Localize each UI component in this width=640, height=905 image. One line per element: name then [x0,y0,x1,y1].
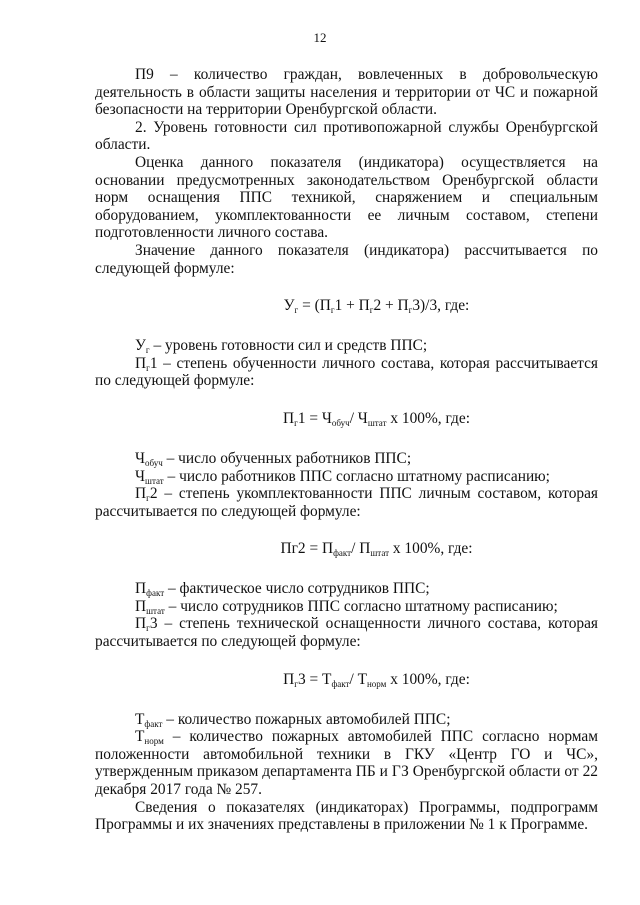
definition-ug: $У_г$ – уровень готовности сил и средств ППС; [135,337,428,356]
paragraph-item-2: 2. Уровень готовности сил противопожарной службы Оренбургской области. [95,118,598,154]
definition-t-norm: $Т_{норм}$ – количество пожарных автомобилей ППС согласно нормам положенности автомобильной техники в ГКУ «Центр ГО и ЧС», утвержденным приказом департамента ПБ и ГЗ Оренбургской области от 22 декабря 2017 года № 257. [95,728,598,799]
formula-training: $П_г1 = Ч_{обуч}/$ $Ч_{штат}$ х 100%, где: [283,409,470,428]
definition-ch-shtat: $Ч_{штат}$ – число работников ППС согласно штатному расписанию; [135,467,550,486]
paragraph-value-intro: Значение данного показателя (индикатора) рассчитывается по следующей формуле: [95,241,598,277]
definition-ch-obuch: $Ч_{обуч}$ – число обученных работников ППС; [135,449,412,468]
paragraph-closing: Сведения о показателях (индикаторах) Программы, подпрограмм Программы и их значениях представлены в приложении № 1 к Программе. [95,798,598,834]
definition-t-fakt: $Т_{факт}$ – количество пожарных автомобилей ППС; [135,710,451,729]
document-body [95,66,598,834]
definition-p-shtat: $П_{штат}$ – число сотрудников ППС согласно штатному расписанию; [135,597,558,616]
definition-pg2: $П_г2$ – степень укомплектованности ППС личным составом, которая рассчитывается по следующей формуле: [95,485,598,520]
formula-equipment: $П_г3 = Т_{факт}/$ $Т_{норм}$ х 100%, где: [283,670,470,689]
definition-pg1: $П_г1$ – степень обученности личного состава, которая рассчитывается по следующей формуле: [95,354,598,390]
page-number: 12 [313,30,327,45]
paragraph-p9: П9 – количество граждан, вовлеченных в добровольческую деятельность в области защиты населения и территории от ЧС и пожарной безопасности на территории Оренбургской области. [95,66,598,119]
definition-pg3: $П_г3$ – степень технической оснащенности личного состава, которая рассчитывается по следующей формуле: [95,615,598,651]
paragraph-assessment: Оценка данного показателя (индикатора) осуществляется на основании предусмотренных законодательством Оренбургской области норм оснащения ППС техникой, снаряжением и специальным оборудованием, укомплектованности ее личным составом, степени подготовленности личного состава. [95,153,598,242]
formula-readiness: $У_г = (П_г1 + П_г2 + П_г3)/3$, где: [283,297,470,316]
definition-p-fakt: $П_{факт}$ – фактическое число сотрудников ППС; [135,580,430,599]
formula-staffing: $Пг2 = П_{факт}/$ $П_{штат}$ х 100%, где: [280,540,473,559]
